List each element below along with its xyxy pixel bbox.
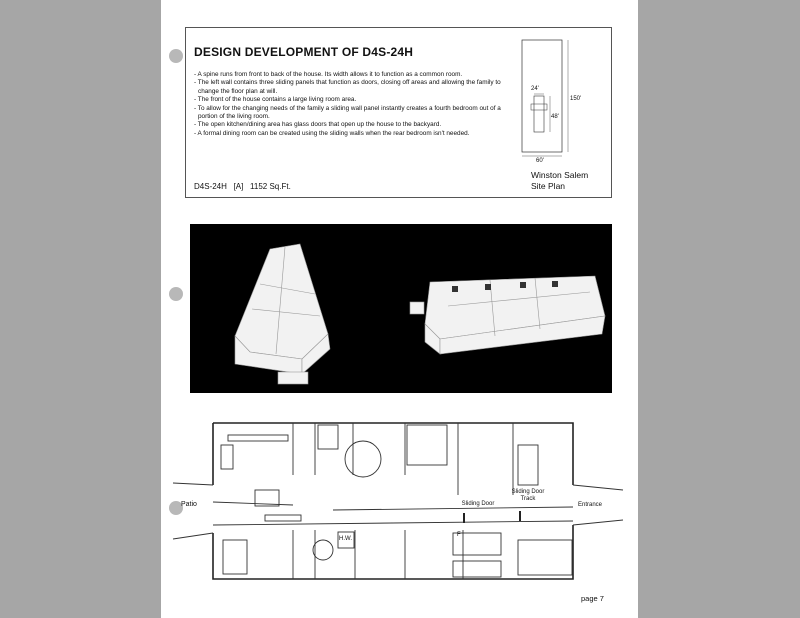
label-furnace: F: [457, 532, 461, 538]
site-plan-city: Winston Salem: [531, 170, 589, 180]
design-note: - The open kitchen/dining area has glass doors that open up the house to the backyard.: [194, 121, 442, 129]
label-hot-water: H.W.: [339, 536, 352, 542]
floor-plan-drawing: [173, 415, 630, 587]
document-page: [161, 0, 638, 618]
design-note: - The front of the house contains a large living room area.: [194, 96, 357, 104]
model-photo-left: [235, 244, 330, 384]
label-sliding-door-track: Sliding Door Track: [511, 489, 545, 502]
design-note: - A formal dining room can be created using the sliding walls when the rear bedroom isn't needed.: [194, 129, 470, 137]
label-patio: Patio: [181, 501, 197, 508]
site-plan-diagram: [520, 38, 610, 164]
model-info: [194, 182, 291, 191]
model-photos: [190, 224, 612, 393]
model-area: 1152 Sq.Ft.: [250, 182, 291, 191]
binder-hole: [169, 49, 183, 63]
model-photo-illustration: [190, 224, 612, 393]
label-entrance: Entrance: [578, 502, 603, 508]
site-dim-house-length: 48': [551, 114, 559, 120]
design-info-box: [185, 27, 612, 198]
label-sliding-door: Sliding Door: [461, 501, 495, 507]
binder-hole: [169, 287, 183, 301]
design-note: - A spine runs from front to back of the house. Its width allows it to function as a common room.: [194, 71, 463, 78]
site-dim-lot-length: 150': [570, 96, 582, 102]
design-note: - To allow for the changing needs of the family a sliding wall panel instantly creates a fourth bedroom out of a portion of the living room.: [194, 104, 501, 121]
model-code: D4S-24H: [194, 182, 227, 191]
model-variant: [A]: [233, 182, 244, 191]
page-title: DESIGN DEVELOPMENT OF D4S-24H: [194, 45, 414, 59]
page-number: page 7: [581, 594, 604, 603]
model-photo-right: [410, 276, 605, 354]
design-notes-list: [194, 71, 504, 138]
floor-plan: [173, 415, 630, 587]
site-dim-house-width: 24': [531, 86, 539, 92]
site-plan-caption: [531, 170, 588, 191]
site-plan-label: Site Plan: [531, 180, 566, 191]
design-note: - The left wall contains three sliding panels that function as doors, closing off areas and allowing the family to change the floor plan at will.: [194, 79, 501, 95]
site-dim-lot-width: 60': [536, 158, 544, 164]
